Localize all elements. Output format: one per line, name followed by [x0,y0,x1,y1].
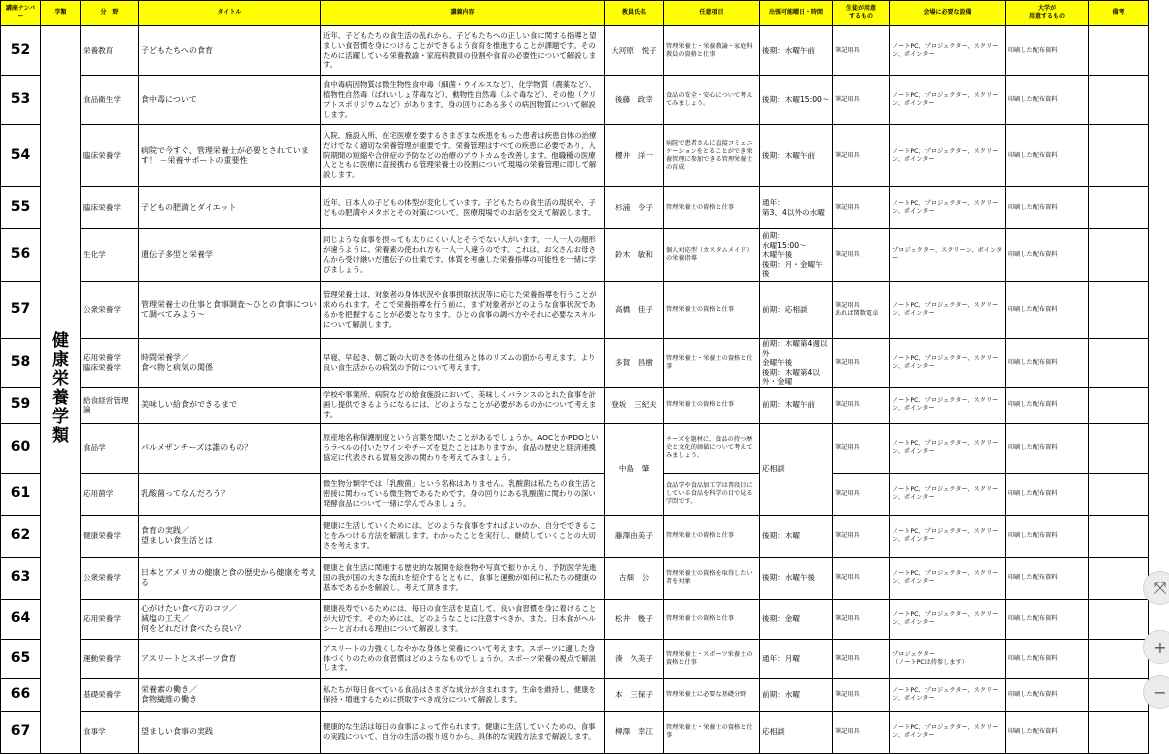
content-cell: 私たちが毎日食べている食品はさまざな成分が含まれます。生命を維持し、健康を保持・増進するために摂取すべき成分について解説します。 [321,678,605,711]
remarks-cell [1089,26,1149,76]
equipment-cell: ノートPC、プロジェクター、スクリーン、ポインター [890,125,1006,187]
optional-cell: 管理栄養士の資格を取得したい者を対象 [664,557,760,599]
time-cell: 通年： 第3、4以外の水曜 [760,187,833,229]
equipment-cell: プロジェクター、スクリーン、ポインター [890,229,1006,282]
student-prep-cell: 筆記用具 [833,339,890,388]
title-cell: 病院で今すぐ、管理栄養士が必要とされています！ －栄養サポートの重要性 [139,125,321,187]
equipment-cell: ノートPC、プロジェクター、スクリーン、ポインター [890,711,1006,753]
lecture-number: 55 [1,187,41,229]
time-cell: 後期：木曜15:00～ [760,76,833,125]
title-cell: 管理栄養士の仕事と食事調査～ひとの食事について調べてみよう～ [139,282,321,339]
equipment-cell: ノートPC、プロジェクター、スクリーン、ポインター [890,282,1006,339]
student-prep-cell: 筆記用具 [833,639,890,678]
table-row [1,229,1149,282]
optional-cell: 管理栄養士・栄養士の資格と仕事 [664,339,760,388]
table-row [1,187,1149,229]
field-cell: 健康栄養学 [81,515,139,557]
lecture-number: 53 [1,76,41,125]
optional-cell: 病院で患者さんに直接コミュニケーションをとることができ栄養管理に参加できる管理栄養士の育成 [664,125,760,187]
equipment-cell: ノートPC、プロジェクター、スクリーン、ポインター [890,599,1006,639]
table-row [1,639,1149,678]
time-cell: 後期：水曜午前 [760,26,833,76]
field-cell: 応用栄養学 臨床栄養学 [81,339,139,388]
optional-cell: 個人対応型（カスタムメイド）の栄養指導 [664,229,760,282]
optional-cell: 管理栄養士・栄養教諭・家庭科教員の資格と仕事 [664,26,760,76]
remarks-cell [1089,187,1149,229]
field-cell: 栄養教育 [81,26,139,76]
univ-prep-cell: 印刷した配布資料 [1006,187,1089,229]
table-row [1,678,1149,711]
time-cell: 後期：木曜 [760,515,833,557]
student-prep-cell: 筆記用具 [833,26,890,76]
teacher-cell: 松井 幾子 [605,599,664,639]
table-row [1,76,1149,125]
content-cell: アスリートの力強くしなやかな身体と栄養について考えます。スポーツに適した身体づくりのための食習慣はどのようなものでしょうか。スポーツ栄養の視点で解説します。 [321,639,605,678]
title-cell: 子どもの肥満とダイエット [139,187,321,229]
teacher-cell: 後藤 政幸 [605,76,664,125]
time-cell: 前期：水曜 [760,678,833,711]
content-cell: 学校や事業所、病院などの給食施設において、美味しくバランスのとれた食事を計画し提供できるようになるには、どのようなことが必要があるのかについて考えます。 [321,387,605,423]
univ-prep-cell: 印刷した配布資料 [1006,515,1089,557]
field-cell: 公衆栄養学 [81,557,139,599]
table-row [1,339,1149,388]
remarks-cell [1089,639,1149,678]
field-cell: 基礎栄養学 [81,678,139,711]
lecture-number: 61 [1,473,41,515]
equipment-cell: ノートPC、プロジェクター、スクリーン、ポインター [890,339,1006,388]
univ-prep-cell: 印刷した配布資料 [1006,423,1089,473]
univ-prep-cell: 印刷した配布資料 [1006,599,1089,639]
remarks-cell [1089,423,1149,473]
field-cell: 生化学 [81,229,139,282]
lecture-number: 58 [1,339,41,388]
univ-prep-cell: 印刷した配布資料 [1006,711,1089,753]
univ-prep-cell: 印刷した配布資料 [1006,473,1089,515]
time-cell: 後期：金曜 [760,599,833,639]
content-cell: 食中毒病因物質は微生物性食中毒（細菌・ウイルスなど）、化学物質（農薬など）、植物性自然毒（ばれいしょ芽毒など）、動物性自然毒（ふぐ毒など）、その他（クリプトスポリジウムなど）があります。身の回りにある多くの病因物質について解説します。 [321,76,605,125]
student-prep-cell: 筆記用具 [833,387,890,423]
table-row [1,282,1149,339]
title-cell: 日本とアメリカの健康と食の歴史から健康を考える [139,557,321,599]
field-cell: 食事学 [81,711,139,753]
optional-cell: 管理栄養士・栄養士の資格と仕事 [664,711,760,753]
equipment-cell: ノートPC、プロジェクター、スクリーン、ポインター [890,423,1006,473]
zoom-out-button[interactable]: − [1143,675,1169,709]
univ-prep-cell: 印刷した配布資料 [1006,282,1089,339]
time-cell: 通年：月曜 [760,639,833,678]
content-cell: 健康的な生活は毎日の食事によって作られます。健康に生活していくための、食事の実践について、自分の生活の振り返りから、具体的な実践方法まで解説します。 [321,711,605,753]
lecture-number: 60 [1,423,41,473]
table-row [1,26,1149,76]
fit-screen-icon[interactable]: ⤧ [1143,571,1169,605]
header-field: 分 野 [81,1,139,26]
title-cell: 食育の実践／ 望ましい食生活とは [139,515,321,557]
time-cell: 前期：応相談 [760,282,833,339]
header-student-prep: 生徒が用意 するもの [833,1,890,26]
field-cell: 応用菌学 [81,473,139,515]
header-venue-equipment: 会場に必要な設備 [890,1,1006,26]
student-prep-cell: 筆記用具 [833,678,890,711]
student-prep-cell: 筆記用具 [833,125,890,187]
content-cell: 入院、施設入所、在宅医療を要するさまざまな疾患をもった患者は疾患自体の治療だけでなく適切な栄養管理が重要です。栄養管理はすべての疾患に必要であり、入院期間の短縮や合併症の予防などの治療のアウトカムを改善します。他職種の医療人とともに医療に直接携わる管理栄養士の役割について現場の栄養管理に即して解説します。 [321,125,605,187]
time-cell: 後期：木曜午前 [760,125,833,187]
time-cell: 前期：木曜第4週以外 金曜午後 後期：木曜第4以外・金曜 [760,339,833,388]
lecture-number: 57 [1,282,41,339]
time-cell: 応相談 [760,711,833,753]
teacher-cell: 柳澤 幸江 [605,711,664,753]
table-row [1,515,1149,557]
title-cell: 美味しい給食ができるまで [139,387,321,423]
title-cell: 時間栄養学／ 食べ物と病気の関係 [139,339,321,388]
field-cell: 食品衛生学 [81,76,139,125]
content-cell: 健康と食生活に関連する歴史的な展開を絵巻物や写真で振りかえり、予防医学先進国の我が国の大きな流れを紹介するとともに、食事と運動が如何に私たちの健康の基本であるかを解説し、考えて頂きます。 [321,557,605,599]
student-prep-cell: 筆記用具 [833,711,890,753]
field-cell: 給食経営管理論 [81,387,139,423]
teacher-cell: 古畑 公 [605,557,664,599]
field-cell: 公衆栄養学 [81,282,139,339]
department-name: 健康栄養学類 [52,331,69,447]
table-row [1,557,1149,599]
teacher-cell: 中島 肇 [605,423,664,515]
optional-cell: 管理栄養士の資格と仕事 [664,387,760,423]
univ-prep-cell: 印刷した配布資料 [1006,125,1089,187]
title-cell: パルメザンチーズは誰のもの？ [139,423,321,473]
remarks-cell [1089,387,1149,423]
teacher-cell: 湊 久美子 [605,639,664,678]
equipment-cell: ノートPC、プロジェクター、スクリーン、ポインター [890,76,1006,125]
lecture-number: 56 [1,229,41,282]
lecture-number: 62 [1,515,41,557]
title-cell: 食中毒について [139,76,321,125]
univ-prep-cell: 印刷した配布資料 [1006,229,1089,282]
zoom-in-button[interactable]: + [1143,630,1169,664]
field-cell: 臨床栄養学 [81,187,139,229]
title-cell: 心がけたい食べ方のコツ／ 減塩の工夫／ 何をどれだけ食べたら良い？ [139,599,321,639]
table-row [1,599,1149,639]
univ-prep-cell: 印刷した配布資料 [1006,26,1089,76]
optional-cell: 管理栄養士の資格と仕事 [664,282,760,339]
table-row [1,711,1149,753]
univ-prep-cell: 印刷した配布資料 [1006,678,1089,711]
header-number: 講座ナンバー [1,1,41,26]
title-cell: 望ましい食事の実践 [139,711,321,753]
remarks-cell [1089,678,1149,711]
teacher-cell: 大河原 悦子 [605,26,664,76]
lecture-number: 65 [1,639,41,678]
optional-cell: 管理栄養士の資格と仕事 [664,187,760,229]
student-prep-cell: 筆記用具 [833,599,890,639]
student-prep-cell: 筆記用具 [833,473,890,515]
content-cell: 早寝、早起き、朝ご飯の大切さを体の仕組みと体のリズムの面から考えます。より良い食生活からの病気の予防について考えます。 [321,339,605,388]
student-prep-cell: 筆記用具 [833,423,890,473]
header-remarks: 備考 [1089,1,1149,26]
remarks-cell [1089,711,1149,753]
equipment-cell: ノートPC、プロジェクター、スクリーン、ポインター [890,187,1006,229]
table-row [1,387,1149,423]
content-cell: 微生物分類学では「乳酸菌」という名称はありません。乳酸菌は私たちの食生活と密接に関わっている微生物であるためです。身の回りにある乳酸菌に関わりの深い発酵食品について一緒に学んでみましょう。 [321,473,605,515]
table-body [1,26,1149,754]
teacher-cell: 櫻井 洋一 [605,125,664,187]
field-cell: 運動栄養学 [81,639,139,678]
teacher-cell: 登坂 三紀夫 [605,387,664,423]
equipment-cell: プロジェクター （ノートPCは持参します） [890,639,1006,678]
student-prep-cell: 筆記用具 [833,76,890,125]
lecture-number: 66 [1,678,41,711]
lecture-number: 52 [1,26,41,76]
teacher-cell: 本 三保子 [605,678,664,711]
univ-prep-cell: 印刷した配布資料 [1006,76,1089,125]
teacher-cell: 多賀 昌樹 [605,339,664,388]
equipment-cell: ノートPC、プロジェクター、スクリーン、ポインター [890,387,1006,423]
equipment-cell: ノートPC、プロジェクター、スクリーン、ポインター [890,26,1006,76]
header-univ-prep: 大学が 用意するもの [1006,1,1089,26]
table-row [1,423,1149,473]
teacher-cell: 藤澤由美子 [605,515,664,557]
content-cell: 管理栄養士は、対象者の身体状況や食事摂取状況等に応じた栄養指導を行うことが求められます。そこで栄養指導を行う前に、まず対象者がどのような食事状況であるかを把握することが必要となります。ひとの食事の調べ方やそれに必要なスキルについて解説します。 [321,282,605,339]
optional-cell: 管理栄養士の資格と仕事 [664,515,760,557]
department-cell [41,26,81,754]
optional-cell: 食品学や食品加工学は普段目にしている食品を科学の目で見る学問です。 [664,473,760,515]
header-time: 出張可能曜日・時間 [760,1,833,26]
remarks-cell [1089,515,1149,557]
teacher-cell: 鈴木 敏和 [605,229,664,282]
optional-cell: 管理栄養士の資格と仕事 [664,599,760,639]
content-cell: 同じような食事を摂っても太りにくい人とそうでない人がいます。一人一人の顔形が違うように、栄養素の使われ方も一人一人違うのです。これは、お父さんお母さんから受け継いだ遺伝子の仕業です。体質を考慮した栄養指導の可能性を一緒に学びましょう。 [321,229,605,282]
student-prep-cell: 筆記用具 [833,187,890,229]
header-title: タイトル [139,1,321,26]
remarks-cell [1089,76,1149,125]
field-cell: 応用栄養学 [81,599,139,639]
remarks-cell [1089,339,1149,388]
univ-prep-cell: 印刷した配布資料 [1006,387,1089,423]
equipment-cell: ノートPC、プロジェクター、スクリーン、ポインター [890,473,1006,515]
lecture-number: 59 [1,387,41,423]
time-cell: 前期：木曜午前 [760,387,833,423]
content-cell: 近年、日本人の子どもの体型が変化しています。子どもたちの食生活の現状や、子どもの肥満やメタボとその対策について、医療現場でのお話を交えて解説します。 [321,187,605,229]
student-prep-cell: 筆記用具 [833,557,890,599]
univ-prep-cell: 印刷した配布資料 [1006,557,1089,599]
optional-cell: 食品の安全・安心について考えてみましょう。 [664,76,760,125]
remarks-cell [1089,125,1149,187]
optional-cell: 管理栄養士に必要な基礎分野 [664,678,760,711]
lecture-number: 63 [1,557,41,599]
remarks-cell [1089,229,1149,282]
table-row [1,473,1149,515]
lecture-number: 54 [1,125,41,187]
remarks-cell [1089,599,1149,639]
teacher-cell: 高橋 佳子 [605,282,664,339]
univ-prep-cell: 印刷した配布資料 [1006,639,1089,678]
remarks-cell [1089,473,1149,515]
lecture-number: 67 [1,711,41,753]
header-row [1,1,1149,26]
table-row [1,125,1149,187]
title-cell: アスリートとスポーツ食育 [139,639,321,678]
lecture-number: 64 [1,599,41,639]
header-teacher: 教員氏名 [605,1,664,26]
field-cell: 食品学 [81,423,139,473]
univ-prep-cell: 印刷した配布資料 [1006,339,1089,388]
header-optional: 任意項目 [664,1,760,26]
student-prep-cell: 筆記用具 あれば関数電卓 [833,282,890,339]
remarks-cell [1089,557,1149,599]
content-cell: 健康に生活していくためには、どのような食事をすればよいのか、自分でできることをみつける方法を解説します。わかったことを実行し、継続していくことの大切さを考えます。 [321,515,605,557]
equipment-cell: ノートPC、プロジェクター、スクリーン、ポインター [890,515,1006,557]
content-cell: 近年、子どもたちの食生活の乱れから、子どもたちへの正しい食に関する指導と望ましい食習慣を身につけることができるよう食育を推進することが課題です。そのために活躍している栄養教諭・家庭科教員の役割や食育の必要性について解説します。 [321,26,605,76]
content-cell: 原産地名称保護制度という言葉を聞いたことがあるでしょうか。AOCとかPDOというラベルの付いたワインやチーズを見たことはありますか。食品の歴史と経済連携協定に代表される貿易交渉の関わりを考えてみましょう。 [321,423,605,473]
remarks-cell [1089,282,1149,339]
equipment-cell: ノートPC、プロジェクター、スクリーン、ポインター [890,678,1006,711]
student-prep-cell: 筆記用具 [833,515,890,557]
student-prep-cell: 筆記用具 [833,229,890,282]
title-cell: 乳酸菌ってなんだろう？ [139,473,321,515]
title-cell: 子どもたちへの食育 [139,26,321,76]
content-cell: 健康長寿でいるためには、毎日の食生活を見直して、良い食習慣を身に着けることが大切です。そのためには、どのようなことに注意すべきか、また、日本食がヘルシーと言われる理由について解説します。 [321,599,605,639]
time-cell: 後期：水曜午後 [760,557,833,599]
title-cell: 栄養素の働き／ 食物繊維の働き [139,678,321,711]
header-content: 講義内容 [321,1,605,26]
optional-cell: 管理栄養士・スポーツ栄養士の資格と仕事 [664,639,760,678]
optional-cell: チーズを題材に、食品の持つ歴史と文化的価値について考えてみましょう。 [664,423,760,473]
time-cell: 前期： 水曜15:00～ 木曜午後 後期：月・金曜午後 [760,229,833,282]
title-cell: 遺伝子多型と栄養学 [139,229,321,282]
header-department: 学類 [41,1,81,26]
equipment-cell: ノートPC、プロジェクター、スクリーン、ポインター [890,557,1006,599]
time-cell: 応相談 [760,423,833,515]
field-cell: 臨床栄養学 [81,125,139,187]
teacher-cell: 杉浦 令子 [605,187,664,229]
